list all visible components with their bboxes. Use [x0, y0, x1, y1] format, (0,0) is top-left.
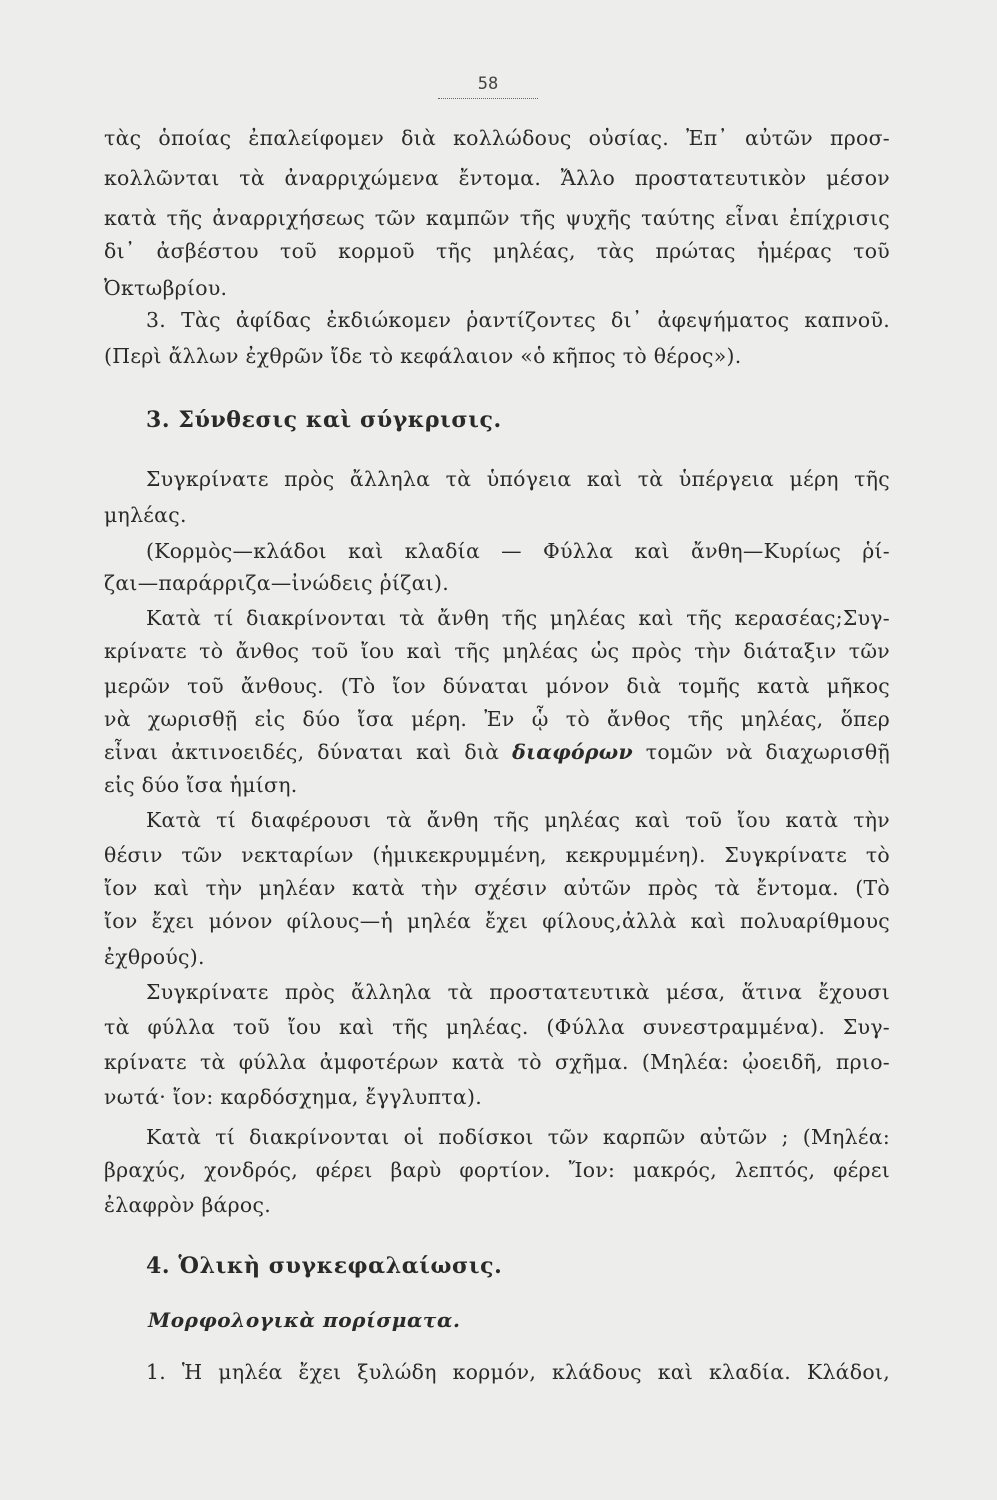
- subsection-heading: Μορφολογικὰ πορίσματα.: [148, 1308, 461, 1332]
- text-line: τὰς ὁποίας ἐπαλείφομεν διὰ κολλώδους οὐσίας. Ἐπ᾽ αὐτῶν προσ-: [104, 126, 890, 150]
- text-run: εἶναι ἀκτινοειδές, δύναται καὶ διὰ: [104, 740, 500, 764]
- text-line: νωτά· ἴον: καρδόσχημα, ἔγγλυπτα).: [104, 1085, 483, 1109]
- text-line: Κατὰ τί διαφέρουσι τὰ ἄνθη τῆς μηλέας καὶ τοῦ ἴου κατὰ τὴν: [146, 808, 890, 832]
- page-number-rule: [438, 98, 538, 99]
- text-line: τὰ φύλλα τοῦ ἴου καὶ τῆς μηλέας. (Φύλλα συνεστραμμένα). Συγ-: [104, 1015, 890, 1039]
- text-line: Ὀκτωβρίου.: [104, 276, 228, 300]
- text-line: εἰς δύο ἴσα ἡμίση.: [104, 773, 298, 797]
- text-line: νὰ χωρισθῇ εἰς δύο ἴσα μέρη. Ἐν ᾧ τὸ ἄνθος τῆς μηλέας, ὅπερ: [104, 707, 890, 731]
- text-line: κρίνατε τὸ ἄνθος τοῦ ἴου καὶ τῆς μηλέας ὡς πρὸς τὴν διάταξιν τῶν: [104, 639, 890, 663]
- page-number: 58: [477, 74, 499, 94]
- text-line: ζαι—παράρριζα—ἰνώδεις ῥίζαι).: [104, 571, 450, 595]
- text-line: θέσιν τῶν νεκταρίων (ἡμικεκρυμμένη, κεκρυμμένη). Συγκρίνατε τὸ: [104, 843, 890, 867]
- text-line: Κατὰ τί διακρίνονται οἱ ποδίσκοι τῶν καρπῶν αὐτῶν ; (Μηλέα:: [146, 1125, 890, 1149]
- text-line: δι᾽ ἀσβέστου τοῦ κορμοῦ τῆς μηλέας, τὰς πρώτας ἡμέρας τοῦ: [104, 239, 890, 263]
- text-line: Συγκρίνατε πρὸς ἄλληλα τὰ ὑπόγεια καὶ τὰ ὑπέργεια μέρη τῆς: [146, 467, 890, 491]
- text-line: ἐλαφρὸν βάρος.: [104, 1193, 271, 1217]
- text-line: κρίνατε τὰ φύλλα ἀμφοτέρων κατὰ τὸ σχῆμα. (Μηλέα: ᾠοειδῆ, πριο-: [104, 1050, 890, 1074]
- text-line: κολλῶνται τὰ ἀναρριχώμενα ἔντομα. Ἄλλο προστατευτικὸν μέσον: [104, 166, 890, 190]
- text-line: ἐχθρούς).: [104, 945, 205, 969]
- section-heading-3: 3. Σύνθεσις καὶ σύγκρισις.: [146, 407, 502, 433]
- text-line: μηλέας.: [104, 503, 187, 527]
- text-line: 3. Τὰς ἀφίδας ἐκδιώκομεν ῥαντίζοντες δι᾽ ἀφεψήματος καπνοῦ.: [146, 308, 890, 332]
- emphasis-word: διαφόρων: [512, 740, 633, 764]
- text-line: ἴον καὶ τὴν μηλέαν κατὰ τὴν σχέσιν αὐτῶν πρὸς τὰ ἔντομα. (Τὸ: [104, 876, 890, 900]
- text-line: βραχύς, χονδρός, φέρει βαρὺ φορτίον. Ἴον: μακρός, λεπτός, φέρει: [104, 1158, 890, 1182]
- section-heading-4: 4. Ὁλικὴ συγκεφαλαίωσις.: [146, 1253, 503, 1279]
- text-line: (Κορμὸς—κλάδοι καὶ κλαδία — Φύλλα καὶ ἄνθη—Κυρίως ῥί-: [146, 539, 890, 563]
- text-line: μερῶν τοῦ ἄνθους. (Τὸ ἴον δύναται μόνον διὰ τομῆς κατὰ μῆκος: [104, 674, 890, 698]
- text-line: Κατὰ τί διακρίνονται τὰ ἄνθη τῆς μηλέας καὶ τῆς κερασέας;Συγ-: [146, 606, 890, 630]
- text-line: (Περὶ ἄλλων ἐχθρῶν ἴδε τὸ κεφάλαιον «ὁ κῆπος τὸ θέρος»).: [104, 344, 742, 368]
- text-line: Συγκρίνατε πρὸς ἄλληλα τὰ προστατευτικὰ μέσα, ἅτινα ἔχουσι: [146, 980, 890, 1004]
- text-line: [104, 737, 890, 767]
- text-line: ἴον ἔχει μόνον φίλους—ἡ μηλέα ἔχει φίλους,ἀλλὰ καὶ πολυαρίθμους: [104, 909, 890, 933]
- text-line: 1. Ἡ μηλέα ἔχει ξυλώδη κορμόν, κλάδους καὶ κλαδία. Κλάδοι,: [146, 1360, 890, 1384]
- text-line: κατὰ τῆς ἀναρριχήσεως τῶν καμπῶν τῆς ψυχῆς ταύτης εἶναι ἐπίχρισις: [104, 206, 890, 230]
- text-run: τομῶν νὰ διαχωρισθῇ: [645, 740, 890, 764]
